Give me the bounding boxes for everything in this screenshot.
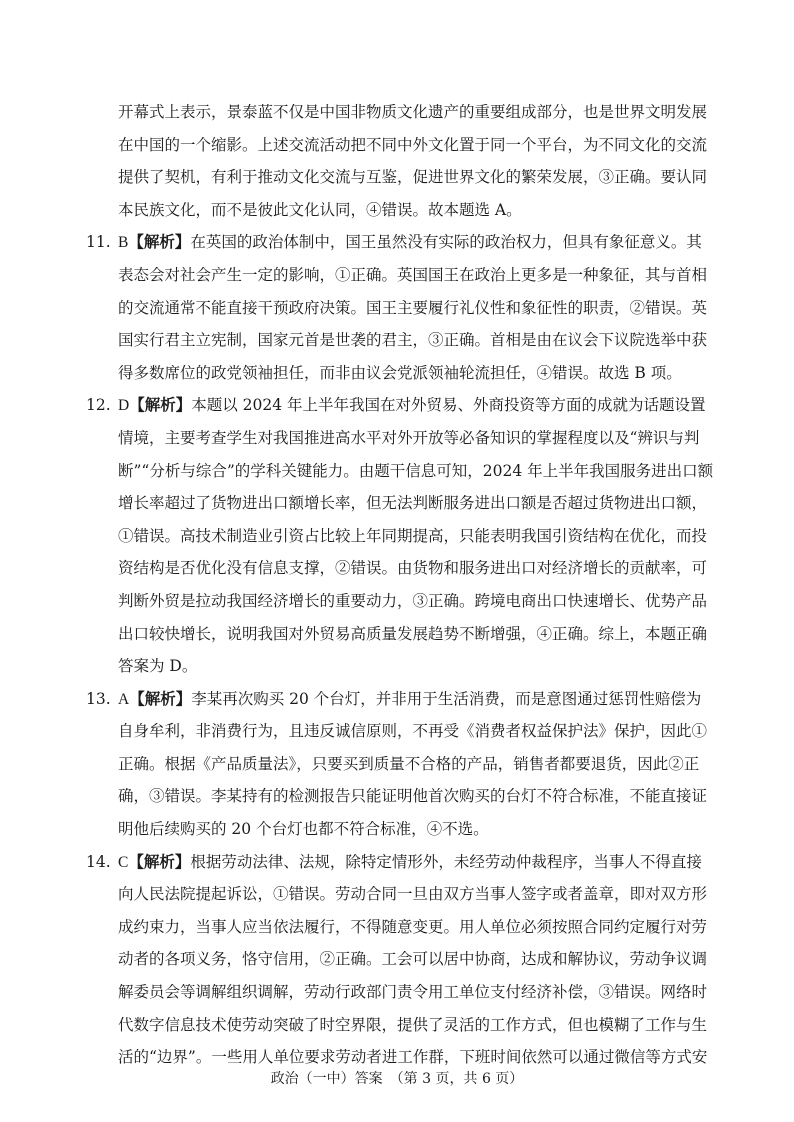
text-line: 确，③错误。李某持有的检测报告只能证明他首次购买的台灯不符合标准，不能直接证 xyxy=(118,787,708,806)
text-line: 断”“分析与综合”的学科关键能力。由题干信息可知，2024 年上半年我国服务进出口额 xyxy=(118,461,714,480)
text-segment: 李某再次购买 20 个台灯，并非用于生活消费，而是意图通过惩罚性赔偿为 xyxy=(191,689,702,708)
text-line: 开幕式上表示，景泰蓝不仅是中国非物质文化遗产的重要组成部分，也是世界文明发展 xyxy=(118,103,708,121)
text-segment: 根据劳动法律、法规，除特定情形外，未经劳动仲裁程序，当事人不得直接 xyxy=(190,852,702,871)
answer-first-line xyxy=(118,226,702,259)
text-line: 正确。根据《产品质量法》，只要买到质量不合格的产品，销售者都要退货，因此②正 xyxy=(118,754,700,773)
text-line: 判断外贸是拉动我国经济增长的重要动力，③正确。跨境电商出口快速增长、优势产品 xyxy=(118,591,708,610)
analysis-tag: 【解析】 xyxy=(129,395,192,415)
answer-first-line xyxy=(118,683,702,716)
answer-11 xyxy=(86,226,708,389)
answer-12 xyxy=(86,389,714,682)
continued-paragraph xyxy=(118,96,708,226)
analysis-tag: 【解析】 xyxy=(128,232,191,252)
text-line: 自身牟利，非消费行为，且违反诚信原则，不再受《消费者权益保护法》保护，因此① xyxy=(118,722,708,741)
answer-letter: A xyxy=(118,690,130,708)
question-number: 13. xyxy=(86,689,111,708)
text-line: 国实行君主立宪制，国家元首是世袭的君主，③正确。首相是由在议会下议院选举中获 xyxy=(118,331,708,350)
answer-13 xyxy=(86,683,708,846)
text-segment: 在英国的政治体制中，国王虽然没有实际的政治权力，但具有象征意义。其 xyxy=(190,233,702,252)
analysis-tag: 【解析】 xyxy=(129,688,192,708)
page-content xyxy=(86,96,714,1074)
text-line: 答案为 D。 xyxy=(118,657,198,676)
text-line: 本民族文化，而不是彼此文化认同，④错误。故本题选 A。 xyxy=(118,200,522,219)
text-line: 得多数席位的政党领袖担任，而非由议会党派领袖轮流担任，④错误。故选 B 项。 xyxy=(118,363,682,382)
answer-letter: D xyxy=(118,397,130,415)
text-line: 向人民法院提起诉讼，①错误。劳动合同一旦由双方当事人签字或者盖章，即对双方形 xyxy=(118,885,708,904)
text-line: 代数字信息技术使劳动突破了时空界限，提供了灵活的工作方式，但也模糊了工作与生 xyxy=(118,1015,708,1034)
text-line: 出口较快增长，说明我国对外贸易高质量发展趋势不断增强，④正确。综上，本题正确 xyxy=(118,624,708,643)
page-footer: 政治（一中）答案 （第 3 页，共 6 页） xyxy=(270,1071,524,1087)
analysis-tag: 【解析】 xyxy=(128,851,191,871)
answer-first-line xyxy=(118,846,702,879)
text-line: ①错误。高技术制造业引资占比较上年同期提高，只能表明我国引资结构在优化，而投 xyxy=(118,526,708,545)
text-segment: 本题以 2024 年上半年我国在对外贸易、外商投资等方面的成就为话题设置 xyxy=(191,396,706,415)
text-line: 成约束力，当事人应当依法履行，不得随意变更。用人单位必须按照合同约定履行对劳 xyxy=(118,917,708,936)
text-line: 明他后续购买的 20 个台灯也都不符合标准，④不选。 xyxy=(118,820,489,839)
text-line: 增长率超过了货物进出口额增长率，但无法判断服务进出口额是否超过货物进出口额， xyxy=(118,494,708,513)
text-line: 解委员会等调解组织调解，劳动行政部门责令用工单位支付经济补偿，③错误。网络时 xyxy=(118,983,708,1002)
text-line: 动者的各项义务，恪守信用，②正确。工会可以居中协商，达成和解协议，劳动争议调 xyxy=(118,950,708,969)
question-number: 14. xyxy=(86,852,111,871)
text-line: 的交流通常不能直接干预政府决策。国王主要履行礼仪性和象征性的职责，②错误。英 xyxy=(118,298,708,317)
text-line: 提供了契机，有利于推动文化交流与互鉴，促进世界文化的繁荣发展，③正确。要认同 xyxy=(118,168,708,187)
answer-first-line xyxy=(118,389,706,422)
text-line: 在中国的一个缩影。上述交流活动把不同中外文化置于同一个平台，为不同文化的交流 xyxy=(118,135,708,154)
text-line: 资结构是否优化没有信息支撑，②错误。由货物和服务进出口对经济增长的贡献率，可 xyxy=(118,559,708,578)
text-line: 活的“边界”。一些用人单位要求劳动者进工作群，下班时间依然可以通过微信等方式安 xyxy=(118,1048,708,1067)
text-line: 表态会对社会产生一定的影响，①正确。英国国王在政治上更多是一种象征，其与首相 xyxy=(118,265,708,284)
text-line: 情境，主要考查学生对我国推进高水平对外开放等必备知识的掌握程度以及“辨识与判 xyxy=(118,428,700,447)
answer-letter: C xyxy=(118,853,129,871)
answer-14 xyxy=(86,846,708,1074)
question-number: 11. xyxy=(86,233,111,252)
question-number: 12. xyxy=(86,396,111,415)
answer-letter: B xyxy=(118,234,129,252)
